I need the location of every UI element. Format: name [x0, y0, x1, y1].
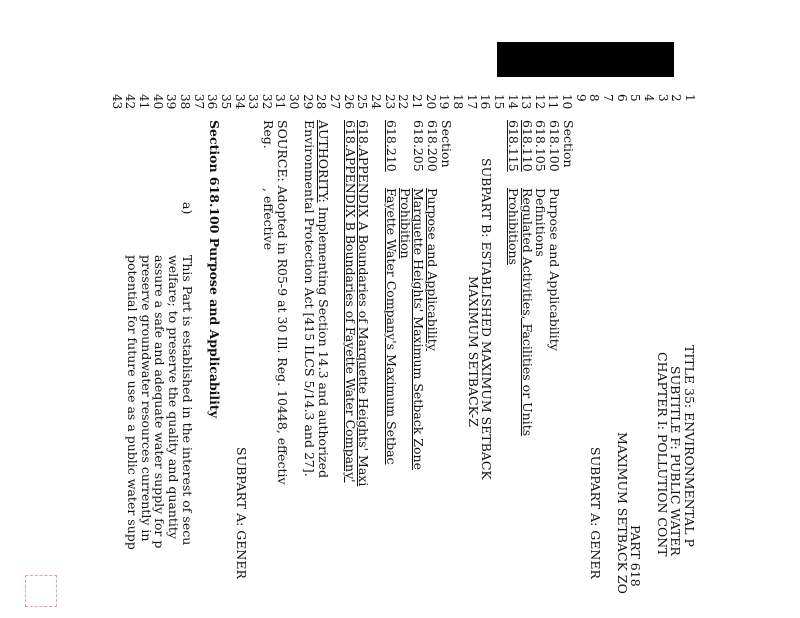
part-title: MAXIMUM SETBACK ZO: [615, 432, 630, 594]
line-number: 8: [587, 94, 602, 102]
source-effective: , effective: [261, 188, 276, 251]
toc-b-title-2: Marquette Heights' Maximum Setback Zone: [411, 188, 426, 470]
line-number: 38: [177, 94, 192, 110]
source-text-1: Adopted in R05-9 at 30 Ill. Reg. 10448, effectiv: [275, 181, 290, 485]
subpart-a-title: SUBPART A: GENER: [588, 447, 603, 579]
line-number: 17: [464, 94, 479, 110]
source-reg: Reg.: [261, 120, 276, 149]
line-number: 2: [669, 94, 684, 102]
subtitle-line: SUBTITLE F: PUBLIC WATER: [668, 366, 683, 556]
line-number: 11: [546, 94, 561, 110]
line-number: 40: [150, 94, 165, 110]
line-number: 27: [328, 94, 343, 110]
line-number: 30: [287, 94, 302, 110]
toc-b-title-1: Purpose and Applicability: [425, 188, 440, 351]
authority-line-1: [316, 120, 330, 478]
body-line-5: potential for future use as a public water supp: [125, 255, 140, 550]
toc-a-section-heading: Section: [561, 120, 576, 168]
line-number: 21: [410, 94, 424, 110]
line-number: 42: [123, 94, 138, 110]
line-number: 1: [683, 94, 697, 102]
toc-b-num-2: 618.205: [411, 120, 426, 172]
line-number: 13: [519, 94, 534, 110]
line-number: 29: [300, 94, 315, 110]
title-line: TITLE 35: ENVIRONMENTAL P: [682, 345, 697, 547]
source-label: SOURCE:: [275, 120, 290, 182]
line-number: 9: [573, 94, 588, 102]
line-number: 26: [341, 94, 356, 110]
line-number: 39: [164, 94, 179, 110]
line-number: 20: [423, 94, 438, 110]
toc-a-num-2: 618.105: [533, 120, 548, 172]
line-number: 15: [491, 94, 506, 110]
toc-b-num-3: 618.210: [384, 120, 399, 172]
body-line-3: assure a safe and adequate water supply for p: [152, 255, 167, 549]
authority-line-2: Environmental Protection Act [415 ILCS 5/14.3 and 27].: [302, 120, 317, 477]
appendix-a: 618.APPENDIX A Boundaries of Marquette Heights' Maxi: [356, 120, 371, 487]
line-number: 37: [191, 94, 206, 110]
line-number: 41: [137, 94, 151, 110]
toc-a-num-1: 618.100: [547, 120, 562, 172]
line-number: 32: [259, 94, 274, 110]
toc-a-title-4: Prohibitions: [506, 188, 521, 265]
stamp-mark: [25, 575, 57, 607]
line-number: 22: [396, 94, 411, 110]
toc-a-num-4: 618.115: [506, 120, 521, 172]
subpart-b-heading: SUBPART B: ESTABLISHED MAXIMUM SETBACK: [479, 158, 494, 480]
toc-b-title-2-cont: Prohibition: [398, 188, 413, 259]
authority-label: AUTHORITY:: [316, 120, 331, 203]
toc-a-title-1: Purpose and Applicability: [547, 188, 562, 351]
subpart-b-heading-cont: MAXIMUM SETBACK-Z: [466, 276, 481, 427]
chapter-line: CHAPTER I: POLLUTION CONT: [655, 352, 670, 557]
line-number: 10: [560, 94, 575, 110]
line-number: 19: [437, 94, 452, 110]
line-number: 25: [355, 94, 370, 110]
line-number: 24: [369, 94, 384, 110]
subpart-a-body-heading: SUBPART A: GENER: [234, 447, 249, 579]
line-number: 14: [505, 94, 520, 110]
body-line-1: This Part is established in the interest of secu: [180, 255, 195, 546]
part-number: PART 618: [628, 525, 643, 587]
line-number: 18: [450, 94, 465, 110]
line-number: 5: [628, 94, 643, 102]
line-number: 28: [314, 94, 329, 110]
section-618-100-heading: Section 618.100 Purpose and Applicability: [207, 120, 222, 418]
line-number: 33: [246, 94, 261, 110]
source-line-1: [275, 120, 289, 485]
toc-b-title-3: Fayette Water Company's Maximum Setbac: [384, 188, 399, 465]
redaction-block: [497, 42, 674, 77]
item-a-label: a): [180, 202, 195, 215]
toc-a-title-3: Regulated Activities, Facilities or Units: [520, 188, 535, 437]
toc-b-num-1: 618.200: [425, 120, 440, 172]
line-number: 12: [532, 94, 547, 110]
line-number: 4: [642, 94, 657, 102]
line-number: 31: [273, 94, 288, 110]
authority-text-1: Implementing Section 14.3 and authorized: [316, 202, 331, 479]
line-number: 7: [601, 94, 616, 102]
appendix-b: 618.APPENDIX B Boundaries of Fayette Water Company': [343, 120, 358, 483]
line-number: 34: [232, 94, 247, 110]
toc-a-title-2: Definitions: [533, 188, 548, 257]
line-number: 3: [655, 94, 670, 102]
line-number: 23: [382, 94, 397, 110]
line-number: 6: [614, 94, 629, 102]
toc-a-num-3: 618.110: [520, 120, 535, 172]
body-line-2: welfare; to preserve the quality and quantity: [166, 255, 181, 539]
line-number: 43: [109, 94, 124, 110]
body-line-4: preserve groundwater resources currently in: [139, 255, 154, 542]
toc-b-section-heading: Section: [439, 120, 454, 168]
line-number: 36: [205, 94, 220, 110]
line-number: 35: [218, 94, 233, 110]
line-number: 16: [478, 94, 493, 110]
